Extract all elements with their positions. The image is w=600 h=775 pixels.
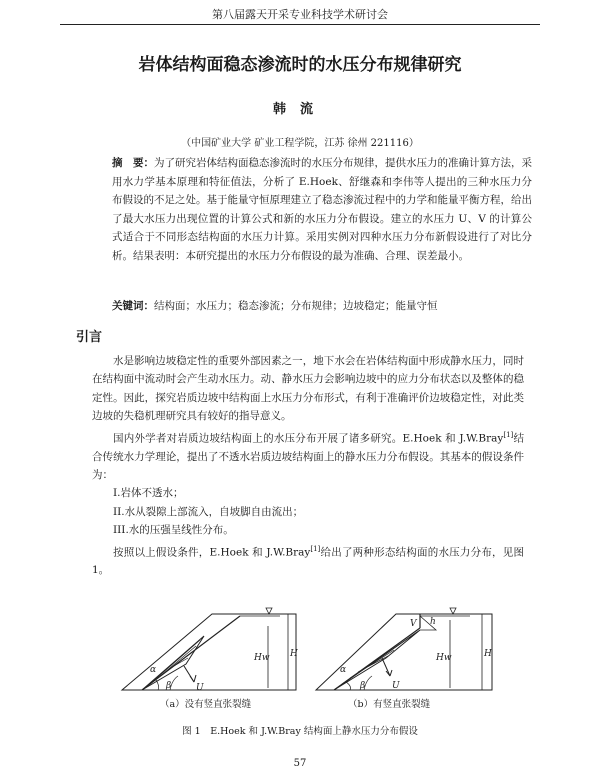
section-heading: 引言: [76, 330, 103, 345]
keywords-text: 结构面；水压力；稳态渗流；分布规律；边坡稳定；能量守恒: [154, 300, 438, 312]
running-header: 第八届露天开采专业科技学术研讨会: [60, 6, 540, 25]
water-marker-a: [266, 608, 272, 614]
keywords-label: 关键词：: [112, 300, 154, 312]
figure-caption: 图 1 E.Hoek 和 J.W.Bray 结构面上静水压力分布假设: [182, 726, 418, 737]
affiliation: （中国矿业大学 矿业工程学院，江苏 徐州 221116）: [181, 138, 419, 149]
label-alpha-a: α: [150, 665, 157, 675]
abstract: [112, 154, 532, 266]
label-beta-a: β: [166, 681, 172, 691]
diagram-a: [122, 608, 296, 690]
label-beta-b: β: [360, 681, 366, 691]
assumption-1: I.岩体不透水；: [113, 487, 184, 500]
figure-1-diagrams: [120, 596, 500, 692]
citation-ref: [1]: [503, 430, 514, 439]
label-u-a: U: [196, 683, 204, 692]
label-v-b: V: [410, 619, 417, 629]
paragraph-2-post: 结合传统水力学理论，提出了不透水岩质边坡结构面上的静水压力分布假设。其基本的假设条件为：: [92, 432, 525, 481]
paragraph-2: [92, 426, 524, 485]
body-text: [92, 352, 524, 580]
pressure-hatch-b: [342, 644, 400, 684]
arrow-head-u-a: [190, 675, 196, 682]
angle-alpha-arc-b: [346, 682, 351, 690]
label-h-b: H: [484, 649, 492, 659]
pressure-hatch-a: [150, 640, 200, 684]
slope-outline-b: [316, 614, 492, 690]
paragraph-3: [92, 540, 524, 580]
caption-b: （b）有竖直张裂缝: [348, 699, 431, 710]
force-arrow-u-b: [382, 658, 390, 676]
citation-ref: [1]: [310, 544, 321, 553]
paragraph-3-post: 给出了两种形态结构面的水压力分布，见图1。: [92, 546, 525, 577]
label-alpha-b: α: [340, 665, 347, 675]
abstract-text: 为了研究岩体结构面稳态渗流时的水压分布规律，提供水压力的准确计算方法，采用水力学基本原理和特征值法，分析了 E.Hoek、舒继森和李伟等人提出的三种水压力分布假设的不足之处。基于能量守恒原理建立了稳态渗流过程中的力学和能量平衡方程，给出了最大水压力出现位置的计算公式和新的水压力分布假设。建立的水压力 U、V 的计算公式适合于不同形态结构面的水压力计算。采用实例对四种水压力分布新假设进行了对比分析。结果表明：本研究提出的水压力分布假设的最为准确、合理、误差最小。: [112, 157, 532, 262]
paper-title: 岩体结构面稳态渗流时的水压分布规律研究: [138, 55, 462, 75]
diagram-b: [316, 608, 492, 690]
page-number: 57: [293, 758, 307, 769]
label-h-small-b: h: [430, 617, 436, 627]
author-name: 韩流: [272, 102, 327, 117]
abstract-label: 摘 要：: [112, 157, 154, 169]
assumption-2: II.水从裂隙上部流入，自坡脚自由流出；: [113, 505, 304, 518]
keywords: [112, 298, 532, 313]
label-hw-a: Hw: [254, 653, 270, 663]
water-marker-b: [450, 608, 456, 614]
paragraph-1: 水是影响边坡稳定性的重要外部因素之一，地下水会在岩体结构面中形成静水压力，同时在结构面中流动时会产生动水压力。动、静水压力会影响边坡中的应力分布状态以及整体的稳定性。因此，探究岩质边坡中结构面上水压力分布形式，有利于准确评价边坡稳定性，对此类边坡的失稳机理研究具有较好的指导意义。: [92, 355, 524, 423]
label-h-a: H: [290, 649, 298, 659]
paragraph-2-pre: 国内外学者对岩质边坡结构面上的水压分布开展了诸多研究。E.Hoek 和 J.W.Bray: [113, 432, 504, 445]
label-hw-b: Hw: [436, 653, 452, 663]
label-u-b: U: [392, 681, 400, 691]
paragraph-3-pre: 按照以上假设条件，E.Hoek 和 J.W.Bray: [113, 546, 311, 559]
slope-outline-a: [122, 614, 296, 690]
assumption-3: III.水的压强呈线性分布。: [113, 524, 234, 537]
caption-a: （a）没有竖直张裂缝: [160, 699, 252, 710]
